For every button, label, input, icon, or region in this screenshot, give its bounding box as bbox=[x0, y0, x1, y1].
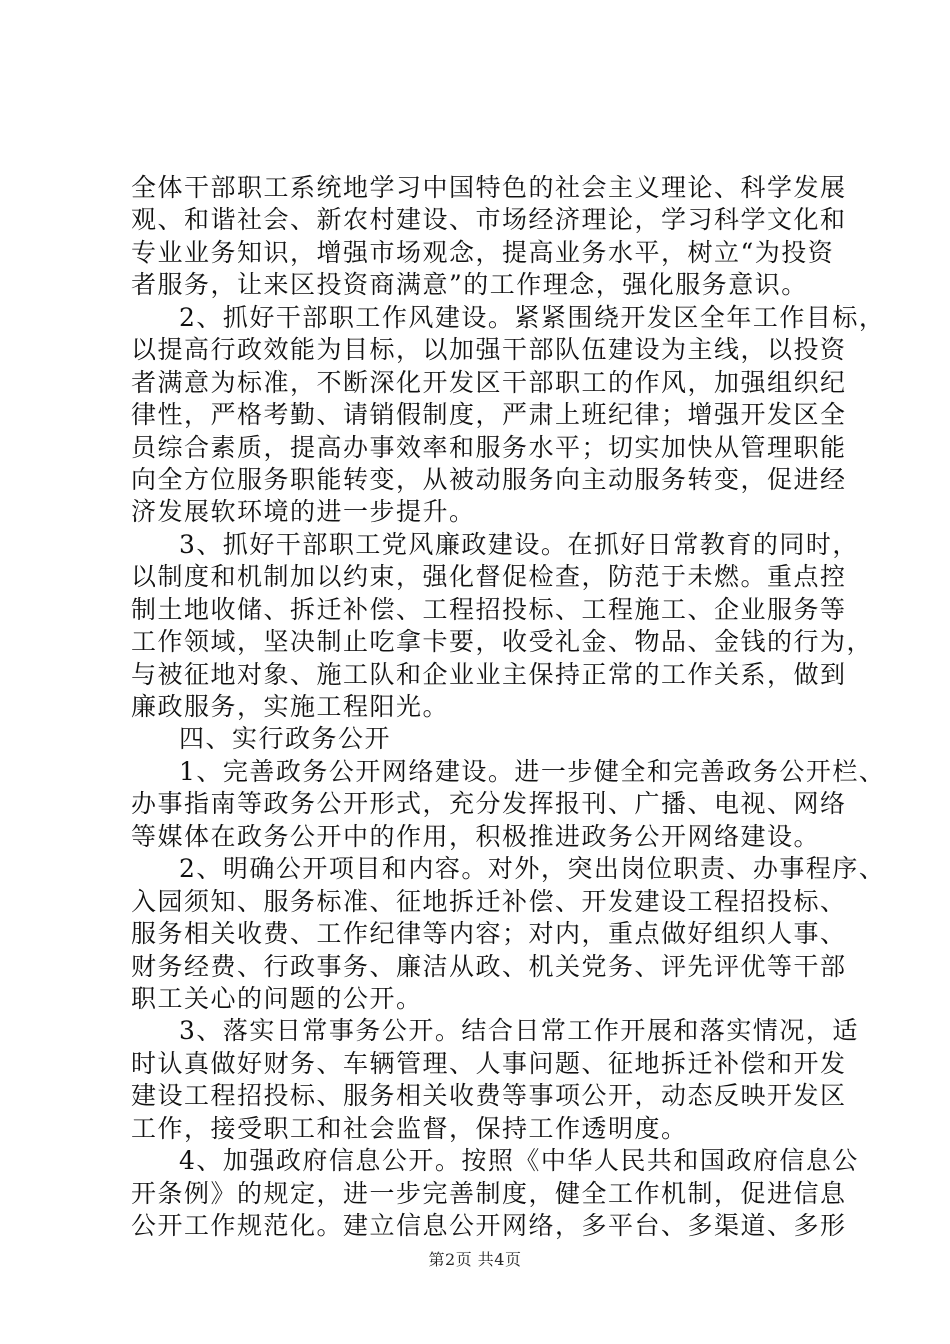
text-line: 以制度和机制加以约束，强化督促检查，防范于未燃。重点控 bbox=[131, 562, 847, 592]
text-line: 向全方位服务职能转变，从被动服务向主动服务转变，促进经 bbox=[131, 464, 847, 494]
paragraph-start-line: 2、抓好干部职工作风建设。紧紧围绕开发区全年工作目标， bbox=[179, 302, 886, 332]
text-line: 以提高行政效能为目标，以加强干部队伍建设为主线，以投资 bbox=[131, 335, 847, 365]
text-line: 等媒体在政务公开中的作用，积极推进政务公开网络建设。 bbox=[131, 821, 821, 851]
text-line: 观、和谐社会、新农村建设、市场经济理论，学习科学文化和 bbox=[131, 205, 847, 235]
text-line: 全体干部职工系统地学习中国特色的社会主义理论、科学发展 bbox=[131, 173, 847, 202]
text-line: 制土地收储、拆迁补偿、工程招投标、工程施工、企业服务等 bbox=[131, 594, 847, 624]
section-heading: 四、实行政务公开 bbox=[179, 724, 392, 754]
text-line: 工作领域，坚决制止吃拿卡要，收受礼金、物品、金钱的行为， bbox=[131, 627, 874, 657]
text-line: 服务相关收费、工作纪律等内容；对内，重点做好组织人事、 bbox=[131, 919, 847, 949]
paragraph-start-line: 3、抓好干部职工党风廉政建设。在抓好日常教育的同时， bbox=[179, 529, 859, 559]
text-line: 者服务，让来区投资商满意”的工作理念，强化服务意识。 bbox=[131, 270, 808, 300]
text-line: 建设工程招投标、服务相关收费等事项公开，动态反映开发区 bbox=[131, 1081, 847, 1111]
document-body bbox=[131, 172, 886, 1242]
paragraph-start-line: 2、明确公开项目和内容。对外，突出岗位职责、办事程序、 bbox=[179, 854, 886, 884]
text-line: 律性，严格考勤、请销假制度，严肃上班纪律；增强开发区全 bbox=[131, 400, 847, 430]
text-line: 与被征地对象、施工队和企业业主保持正常的工作关系，做到 bbox=[131, 659, 847, 689]
page-number-footer: 第2页 共4页 bbox=[428, 1250, 522, 1269]
text-line: 入园须知、服务标准、征地拆迁补偿、开发建设工程招投标、 bbox=[131, 886, 847, 916]
text-line: 时认真做好财务、车辆管理、人事问题、征地拆迁补偿和开发 bbox=[131, 1048, 847, 1078]
text-line: 济发展软环境的进一步提升。 bbox=[131, 497, 476, 527]
text-line: 廉政服务，实施工程阳光。 bbox=[131, 692, 450, 721]
text-line: 者满意为标准，不断深化开发区干部职工的作风，加强组织纪 bbox=[131, 367, 847, 397]
text-line: 员综合素质，提高办事效率和服务水平；切实加快从管理职能 bbox=[131, 432, 847, 462]
text-line: 财务经费、行政事务、廉洁从政、机关党务、评先评优等干部 bbox=[131, 951, 847, 981]
text-line: 工作，接受职工和社会监督，保持工作透明度。 bbox=[131, 1113, 688, 1143]
text-line: 公开工作规范化。建立信息公开网络，多平台、多渠道、多形 bbox=[131, 1211, 847, 1240]
paragraph-start-line: 4、加强政府信息公开。按照《中华人民共和国政府信息公 bbox=[179, 1146, 859, 1176]
paragraph-start-line: 3、落实日常事务公开。结合日常工作开展和落实情况，适 bbox=[179, 1016, 859, 1046]
text-line: 开条例》的规定，进一步完善制度，健全工作机制，促进信息 bbox=[131, 1178, 847, 1208]
text-line: 专业业务知识，增强市场观念，提高业务水平，树立“为投资 bbox=[131, 237, 835, 267]
paragraph-start-line: 1、完善政务公开网络建设。进一步健全和完善政务公开栏、 bbox=[179, 756, 886, 786]
text-line: 职工关心的问题的公开。 bbox=[131, 983, 423, 1013]
text-line: 办事指南等政务公开形式，充分发挥报刊、广播、电视、网络 bbox=[131, 789, 847, 819]
